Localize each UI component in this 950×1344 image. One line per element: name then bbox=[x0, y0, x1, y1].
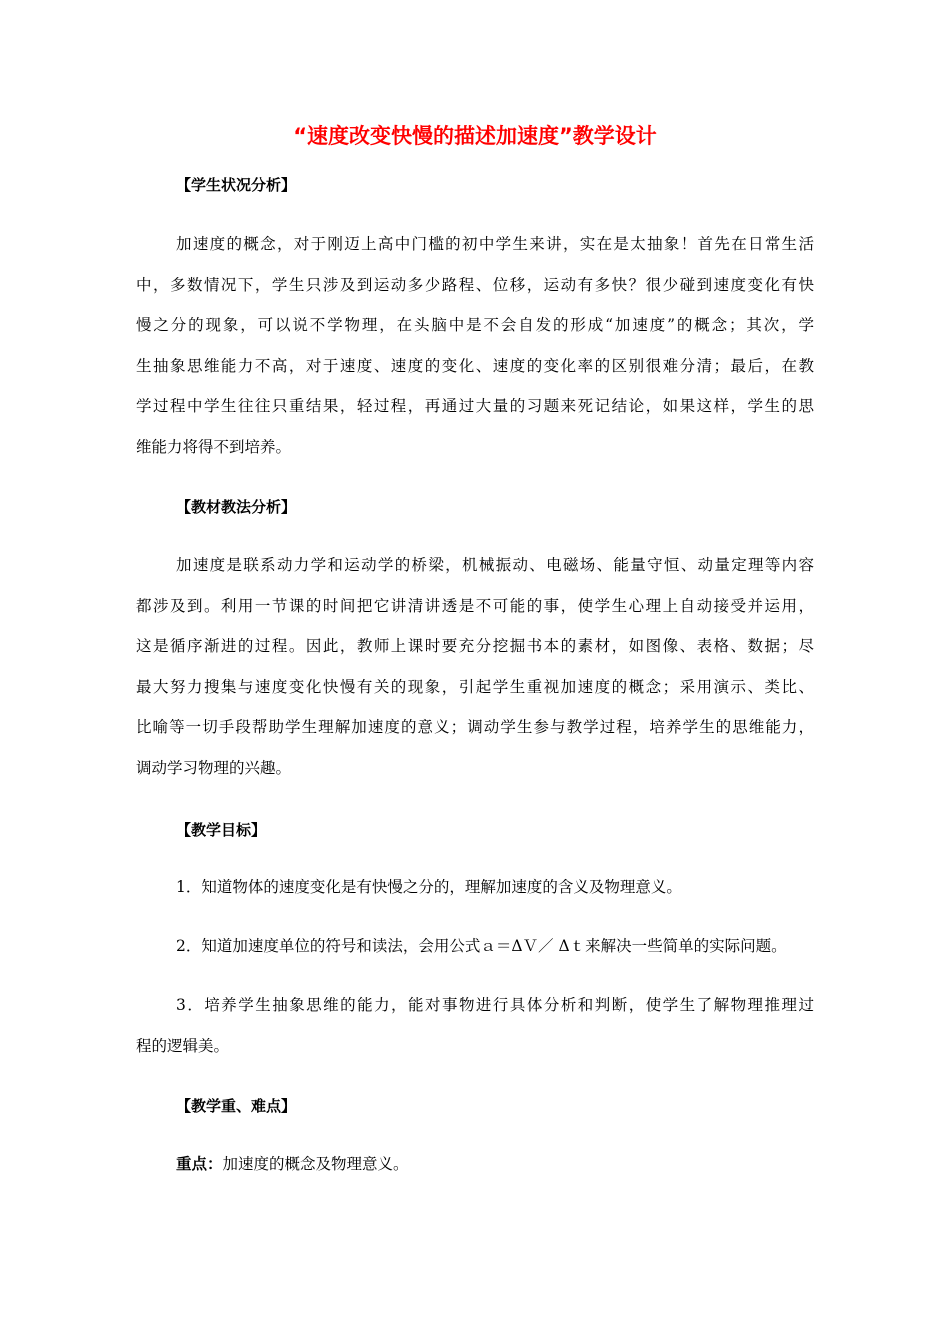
heading-key-points: 【教学重、难点】 bbox=[176, 1097, 297, 1115]
paragraph-line: 慢之分的现象，可以说不学物理，在头脑中是不会自发的形成“加速度”的概念；其次，学 bbox=[136, 316, 814, 334]
objective-line: 程的逻辑美。 bbox=[136, 1036, 230, 1055]
objective-item-2 bbox=[136, 926, 814, 967]
paragraph-line: 最大努力搜集与速度变化快慢有关的现象，引起学生重视加速度的概念；采用演示、类比、 bbox=[136, 677, 814, 696]
objective-line: 1．知道物体的速度变化是有快慢之分的，理解加速度的含义及物理意义。 bbox=[176, 878, 682, 896]
key-point-line bbox=[176, 1150, 409, 1178]
paragraph-line: 生抽象思维能力不高，对于速度、速度的变化、速度的变化率的区别很难分清；最后，在教 bbox=[136, 356, 814, 375]
paragraph-line: 调动学习物理的兴趣。 bbox=[136, 758, 292, 777]
paragraph-student-analysis bbox=[136, 224, 814, 467]
heading-student-analysis: 【学生状况分析】 bbox=[176, 176, 297, 194]
paragraph-line: 这是循序渐进的过程。因此，教师上课时要充分挖掘书本的素材，如图像、表格、数据；尽 bbox=[136, 637, 814, 655]
paragraph-line: 加速度是联系动力学和运动学的桥梁，机械振动、电磁场、能量守恒、动量定理等内容 bbox=[176, 556, 814, 574]
objective-line: 3．培养学生抽象思维的能力，能对事物进行具体分析和判断，使学生了解物理推理过 bbox=[176, 996, 814, 1014]
paragraph-line: 维能力将得不到培养。 bbox=[136, 437, 292, 456]
paragraph-line: 中，多数情况下，学生只涉及到运动多少路程、位移，运动有多快？很少碰到速度变化有快 bbox=[136, 275, 814, 294]
paragraph-line: 学过程中学生往往只重结果，轻过程，再通过大量的习题来死记结论，如果这样，学生的思 bbox=[136, 397, 814, 415]
paragraph-line: 比喻等一切手段帮助学生理解加速度的意义；调动学生参与教学过程，培养学生的思维能力， bbox=[136, 718, 814, 736]
paragraph-material-analysis bbox=[136, 545, 814, 788]
document-title: “速度改变快慢的描述加速度”教学设计 bbox=[293, 124, 657, 148]
heading-material-analysis: 【教材教法分析】 bbox=[176, 498, 297, 516]
key-point-text: 加速度的概念及物理意义。 bbox=[222, 1155, 409, 1173]
paragraph-line: 加速度的概念，对于刚迈上高中门槛的初中学生来讲，实在是太抽象！首先在日常生活 bbox=[176, 235, 814, 253]
paragraph-line: 都涉及到。利用一节课的时间把它讲清讲透是不可能的事，使学生心理上自动接受并运用， bbox=[136, 596, 814, 615]
objective-item-3 bbox=[136, 985, 814, 1066]
objective-item-1 bbox=[136, 867, 814, 908]
key-point-label: 重点： bbox=[176, 1155, 223, 1173]
objective-line: 2．知道加速度单位的符号和读法，会用公式ａ＝ΔＶ／ Δｔ来解决一些简单的实际问题。 bbox=[176, 937, 787, 955]
heading-objectives: 【教学目标】 bbox=[176, 821, 267, 839]
